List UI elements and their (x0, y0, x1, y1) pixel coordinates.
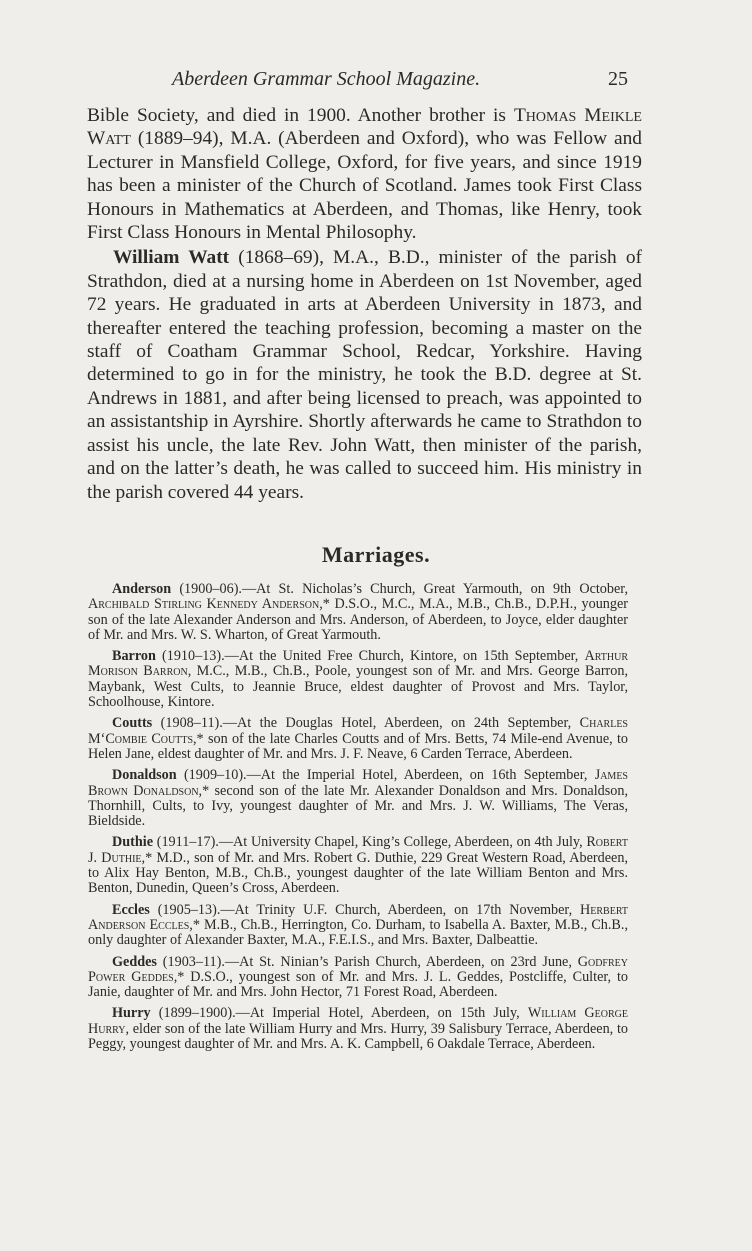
marriage-notice (88, 716, 628, 762)
notice-text: (1911–17).—At University Chapel, King’s College, Aberdeen, on 4th July, (153, 834, 587, 851)
running-head-title: Aberdeen Grammar School Magazine. (172, 68, 481, 90)
notice-text: elder son of the late William Hurry and Mrs. Hurry, 39 Salisbury Terrace, Aberdeen, to Peggy, youngest daughter of Mr. and Mrs. A. K. Campbell, 6 Oakdale Terrace, Aberdeen. (88, 1020, 628, 1053)
running-head (88, 68, 628, 94)
notice-text: M.D., son of Mr. and Mrs. Robert G. Duthie, 229 Great Western Road, Aberdeen, to Alix Hay Benton, M.B., Ch.B., youngest daughter of the late William Benton and Mrs. Benton, Dunedin, Queen’s Cross, Aberdeen. (88, 849, 628, 897)
article-body (87, 104, 642, 504)
obituary-text: (1868–69), M.A., B.D., minister of the parish of Strathdon, died at a nursing home in Aberdeen on 1st November, aged 72 years. He graduated in arts at Aberdeen University in 1873, and thereafter entered the teaching profession, becoming a master on the staff of Coatham Grammar School, Redcar, Yorkshire. Having determined to go in for the ministry, he took the B.D. degree at St. Andrews in 1881, and after being licensed to preach, was appointed to an assistantship in Ayrshire. Shortly afterwards he came to Strathdon to assist his uncle, the late Rev. John Watt, then minister of the parish, and on the latter’s death, he was called to succeed him. His ministry in the parish covered 44 years. (87, 247, 642, 503)
notice-text: D.S.O., M.C., M.A., M.B., Ch.B., D.P.H., younger son of the late Alexander Anderson and Mrs. Anderson, of Aberdeen, to Joyce, elder daughter of Mr. and Mrs. W. S. Wharton, of Great Yarmouth. (88, 596, 629, 643)
paragraph-continuation (87, 104, 642, 244)
notice-surname: Donaldson (112, 767, 177, 784)
marriage-notice (88, 582, 628, 643)
notice-text: (1908–11).—At the Douglas Hotel, Aberdeen, on 24th September, (152, 715, 580, 732)
notice-text: M.B., Ch.B., Herrington, Co. Durham, to Isabella A. Baxter, M.B., Ch.B., only daughter of Alexander Baxter, M.A., F.E.I.S., and Mrs. Baxter, Dalbeattie. (88, 916, 628, 949)
marriage-notice (88, 903, 628, 949)
notice-groom: James Brown Donaldson,* (88, 767, 628, 799)
notice-surname: Duthie (112, 834, 153, 851)
notice-surname: Coutts (112, 715, 153, 732)
paragraph-text: (1889–94), M.A. (Aberdeen and Oxford), who was Fellow and Lecturer in Mansfield College, Oxford, for five years, and since 1919 has been a minister of the Church of Scotland. James took First Class Honours in Mathematics at Aberdeen, and Thomas, like Henry, took First Class Honours in Mental Philosophy. (87, 128, 642, 244)
obituary-william-watt (87, 246, 642, 503)
marriage-notice (88, 1006, 628, 1052)
marriage-notice (88, 649, 628, 710)
notice-text: (1905–13).—At Trinity U.F. Church, Aberdeen, on 17th November, (149, 901, 581, 918)
marriage-notice (88, 835, 628, 896)
notice-text: (1910–13).—At the United Free Church, Kintore, on 15th September, (155, 648, 585, 665)
page-number: 25 (608, 68, 628, 90)
notice-text: D.S.O., youngest son of Mr. and Mrs. J. L. Geddes, Postcliffe, Culter, to Janie, daughter of Mr. and Mrs. John Hector, 71 Forest Road, Aberdeen. (88, 968, 629, 1001)
section-heading-marriages: Marriages. (321, 542, 431, 567)
marriage-notice (88, 955, 628, 1001)
notice-groom: Arthur Morison Barron, (88, 648, 628, 680)
notice-text: second son of the late Mr. Alexander Donaldson and Mrs. Donaldson, Thornhill, Cults, to Ivy, youngest daughter of Mr. and Mrs. J. W. Williams, The Veras, Bieldside. (88, 782, 628, 830)
notice-surname: Geddes (112, 953, 157, 970)
notice-surname: Eccles (112, 901, 150, 918)
notice-groom: Robert J. Duthie,* (88, 834, 628, 866)
notice-surname: Anderson (112, 581, 172, 597)
notice-text: M.C., M.B., Ch.B., Poole, youngest son of Mr. and Mrs. George Barron, Maybank, West Cults, to Jeannie Bruce, eldest daughter of Provost and Mrs. Taylor, Schoolhouse, Kintore. (88, 663, 629, 711)
notice-surname: Hurry (112, 1005, 151, 1022)
notice-groom: Charles M‘Combie Coutts,* (88, 715, 628, 747)
notice-surname: Barron (112, 648, 156, 665)
marriage-notice (88, 768, 628, 829)
paragraph-text: Bible Society, and died in 1900. Another brother is (87, 105, 514, 126)
person-name-thomas-meikle-watt: Thomas Meikle Watt (87, 105, 642, 150)
notice-text: son of the late Charles Coutts and of Mrs. Betts, 74 Mile-end Avenue, to Helen Jane, eldest daughter of Mr. and Mrs. J. F. Neave, 6 Carden Terrace, Aberdeen. (88, 730, 628, 762)
notice-text: (1899–1900).—At Imperial Hotel, Aberdeen, on 15th July, (150, 1005, 528, 1022)
notice-text: (1909–10).—At the Imperial Hotel, Aberdeen, on 16th September, (176, 767, 595, 784)
notice-text: (1903–11).—At St. Ninian’s Parish Church, Aberdeen, on 23rd June, (156, 953, 578, 970)
marriage-notices (88, 582, 628, 1058)
notice-groom: Herbert Anderson Eccles,* (88, 901, 628, 933)
notice-text: (1900–06).—At St. Nicholas’s Church, Great Yarmouth, on 9th October, (171, 581, 628, 597)
notice-groom: Godfrey Power Geddes,* (88, 953, 628, 985)
obituary-name: William Watt (113, 247, 230, 269)
notice-groom: Archibald Stirling Kennedy Anderson,* (88, 596, 330, 613)
notice-groom: William George Hurry, (88, 1005, 628, 1037)
